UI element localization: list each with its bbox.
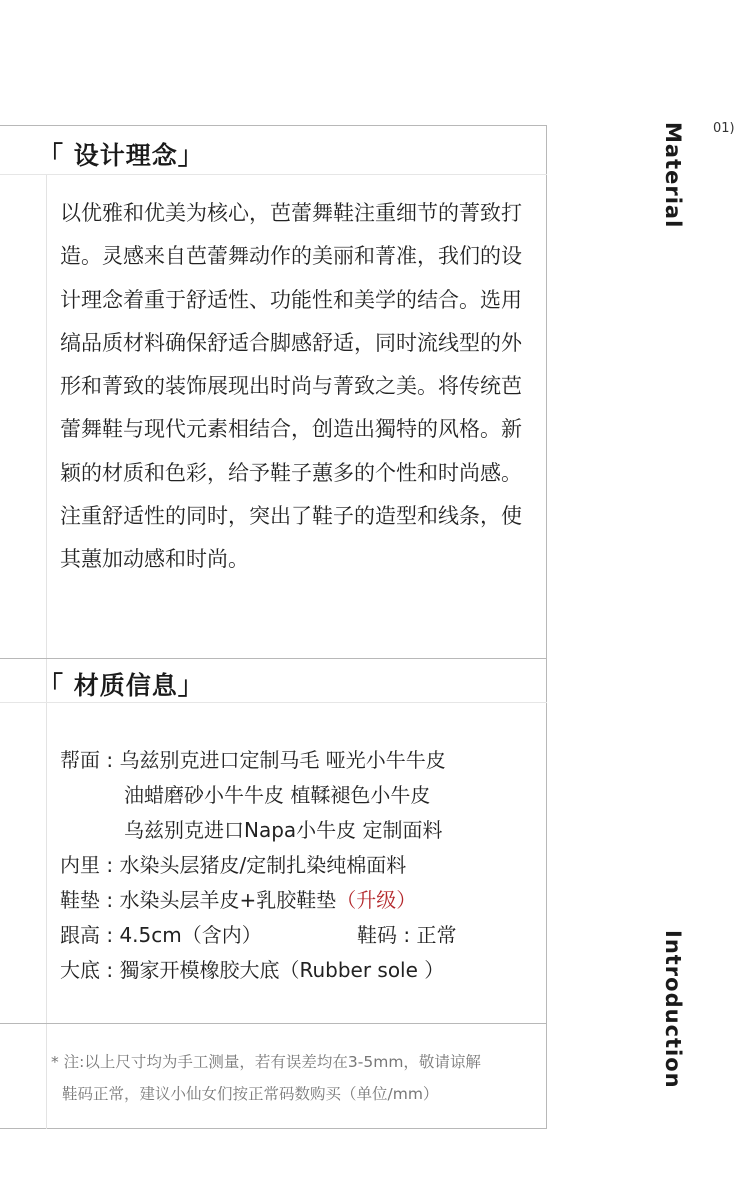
upper-line-3: 乌兹别克进口Napa小牛皮 定制面料: [124, 818, 443, 842]
upper-label: 帮面 :: [60, 748, 120, 772]
heel-value: 4.5cm（含内）: [119, 923, 262, 947]
section-divider: [0, 1023, 547, 1024]
material-lining-row: [60, 849, 406, 878]
material-sole-row: [60, 954, 444, 983]
divider: [0, 174, 547, 175]
sole-value: 獨家开模橡胶大底（Rubber sole ）: [119, 958, 445, 982]
upper-line-2: 油蜡磨砂小牛牛皮 植鞣褪色小牛皮: [124, 783, 431, 807]
material-heel-row: [60, 919, 262, 948]
side-label-introduction: Introduction: [661, 930, 685, 1089]
material-insole-row: [60, 884, 416, 913]
material-heading: 「 材质信息」: [38, 671, 204, 700]
section-divider: [0, 658, 547, 659]
page-number: 01): [713, 121, 735, 136]
sole-label: 大底 :: [60, 958, 120, 982]
lining-label: 内里 :: [60, 853, 120, 877]
design-paragraph: 以优雅和优美为核心，芭蕾舞鞋注重细节的菁致打造。灵感来自芭蕾舞动作的美丽和菁准，我们的设计理念着重于舒适性、功能性和美学的结合。选用缟品质材料确保舒适合脚感舒适，同时流线型的外形和菁致的装饰展现出时尚与菁致之美。将传统芭蕾舞鞋与现代元素相结合，创造出獨特的风格。新颖的材质和色彩，给予鞋子蕙多的个性和时尚感。注重舒适性的同时，突出了鞋子的造型和线条，使其蕙加动感和时尚。: [60, 201, 522, 572]
divider: [0, 702, 547, 703]
design-heading: 「 设计理念」: [38, 141, 204, 170]
note-line-1: * 注:以上尺寸均为手工测量，若有误差均在3-5mm，敬请谅解: [51, 1053, 481, 1071]
upper-line-1: 乌兹别克进口定制马毛 哑光小牛牛皮: [119, 748, 446, 772]
note-line-2: 鞋码正常，建议小仙女们按正常码数购买（单位/mm）: [62, 1085, 439, 1103]
lining-value: 水染头层猪皮/定制扎染纯棉面料: [119, 853, 407, 877]
upgrade-tag: （升级）: [336, 888, 417, 912]
insole-value: 水染头层羊皮+乳胶鞋垫: [119, 888, 337, 912]
size-label: 鞋码 :: [357, 923, 417, 947]
side-label-material: Material: [661, 122, 685, 229]
heel-label: 跟高 :: [60, 923, 120, 947]
size-value: 正常: [416, 923, 457, 947]
material-size-row: [357, 919, 456, 948]
insole-label: 鞋垫 :: [60, 888, 120, 912]
material-upper-row: [60, 744, 446, 773]
column-divider: [46, 174, 47, 1129]
